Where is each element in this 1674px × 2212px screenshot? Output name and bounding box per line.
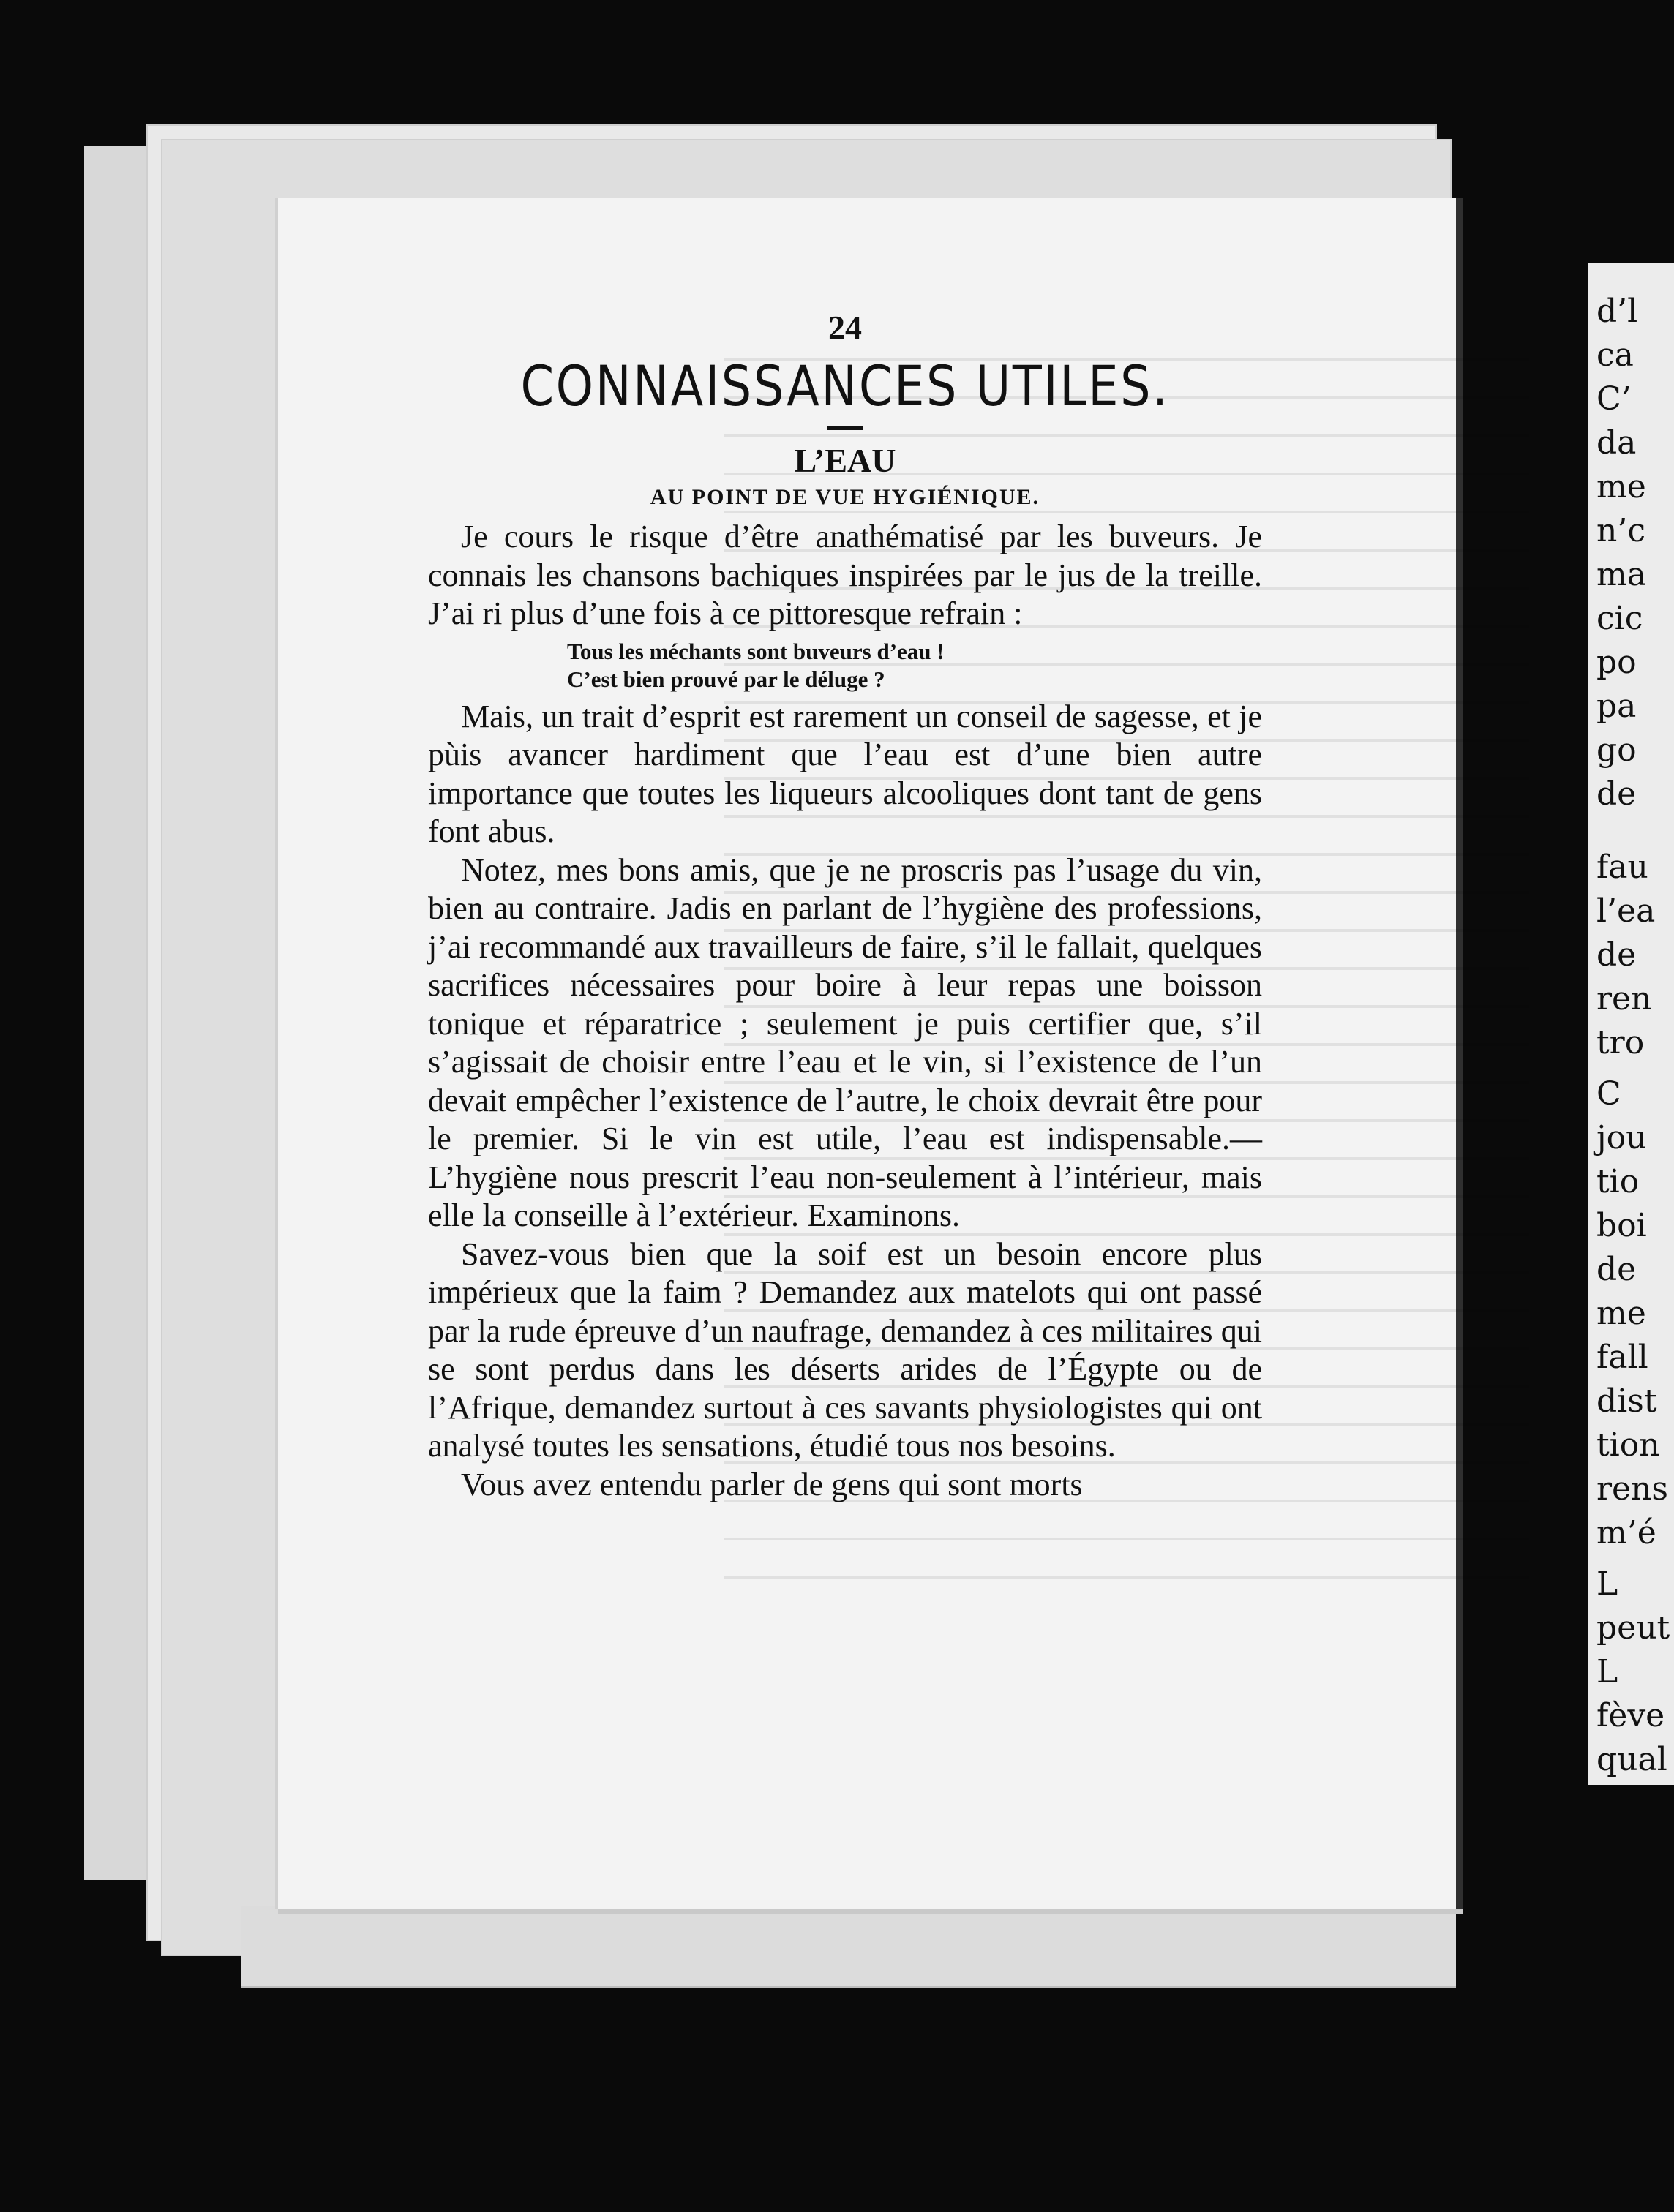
verse-line: C’est bien prouvé par le déluge ? xyxy=(567,666,885,692)
section-title: CONNAISSANCES UTILES. xyxy=(520,353,1170,418)
paragraph: Notez, mes bons amis, que je ne proscris pas l’usage du vin, bien au contraire. Jadis en parlant de l’hygiène des professions, j’ai recommandé aux travailleurs de faire, s’il le fallait, quelques sacrifices nécessaires pour boire à leur repas une boisson tonique et réparatrice ; seulement je puis certifier que, s’il s’agissait de choisir entre l’eau et le vin, si l’existence de l’un devait empêcher l’existence de l’autre, le choix devrait être pour le premier. Si le vin est utile, l’eau est indispensable.—L’hygiène nous prescrit l’eau non-seulement à l’intérieur, mais elle la conseille à l’extérieur. Examinons. xyxy=(428,851,1262,1233)
adjacent-fragment: L xyxy=(1596,1653,1618,1690)
adjacent-fragment: l’ea xyxy=(1596,892,1656,930)
adjacent-fragment: peut xyxy=(1596,1609,1670,1647)
paragraph: Vous avez entendu parler de gens qui sont morts xyxy=(461,1466,1083,1502)
article-title: L’EAU xyxy=(794,442,896,479)
bottom-page-edge xyxy=(241,1906,1456,1988)
adjacent-fragment: de xyxy=(1596,775,1637,813)
adjacent-fragment: dist xyxy=(1596,1382,1657,1420)
adjacent-fragment: de xyxy=(1596,936,1637,974)
adjacent-fragment: ren xyxy=(1596,980,1652,1017)
adjacent-fragment: tro xyxy=(1596,1024,1645,1061)
adjacent-fragment: boi xyxy=(1596,1207,1647,1244)
adjacent-fragment: m’é xyxy=(1596,1514,1656,1551)
page-number: 24 xyxy=(828,309,862,346)
adjacent-fragment: da xyxy=(1596,424,1637,462)
paragraph: Savez-vous bien que la soif est un besoin encore plus impérieux que la faim ? Demandez aux matelots qui ont passé par la rude épreuve d’un naufrage, demandez à ces militaires qui se sont perdus dans les déserts arides de l’Égypte ou de l’Afrique, demandez surtout à ces savants physiologistes qui ont analysé toutes les sensations, étudié tous nos besoins. xyxy=(428,1235,1262,1464)
adjacent-fragment: fève xyxy=(1596,1697,1665,1734)
paragraph: Je cours le risque d’être anathématisé par les buveurs. Je connais les chansons bachiques inspirées par le jus de la treille. J’ai ri plus d’une fois à ce pittoresque refrain : xyxy=(428,519,1262,631)
paragraph: Mais, un trait d’esprit est rarement un conseil de sagesse, et je pùis avancer hardiment que l’eau est d’une bien autre importance que toutes les liqueurs alcooliques dont tant de gens font abus. xyxy=(428,698,1262,849)
adjacent-fragment: me xyxy=(1596,1295,1646,1332)
adjacent-fragment: ma xyxy=(1596,556,1646,593)
adjacent-fragment: cic xyxy=(1596,600,1643,637)
adjacent-fragment: me xyxy=(1596,468,1646,505)
adjacent-fragment: C’ xyxy=(1596,380,1632,418)
adjacent-fragment: n’c xyxy=(1596,512,1645,549)
title-rule xyxy=(827,426,863,430)
adjacent-fragment: tion xyxy=(1596,1426,1660,1464)
article-subtitle: AU POINT DE VUE HYGIÉNIQUE. xyxy=(650,485,1040,509)
adjacent-fragment: C xyxy=(1596,1075,1621,1113)
adjacent-fragment: d’l xyxy=(1596,293,1638,330)
adjacent-fragment: fall xyxy=(1596,1339,1648,1376)
adjacent-fragment: qual xyxy=(1596,1741,1667,1778)
verse-line: Tous les méchants sont buveurs d’eau ! xyxy=(567,638,945,664)
adjacent-fragment: jou xyxy=(1596,1119,1647,1156)
adjacent-page-right xyxy=(1588,263,1674,1785)
adjacent-fragment: L xyxy=(1596,1565,1618,1603)
adjacent-fragment: de xyxy=(1596,1251,1637,1288)
adjacent-fragment: go xyxy=(1596,731,1637,769)
verse-quote xyxy=(567,638,1262,693)
adjacent-fragment: pa xyxy=(1596,688,1637,725)
page-content xyxy=(428,307,1262,1504)
book-page xyxy=(278,198,1463,1909)
adjacent-fragment: po xyxy=(1596,644,1637,681)
adjacent-fragment: ca xyxy=(1596,336,1634,374)
adjacent-fragment: rens xyxy=(1596,1470,1668,1508)
adjacent-fragment: tio xyxy=(1596,1163,1640,1200)
adjacent-fragment: fau xyxy=(1596,849,1648,886)
